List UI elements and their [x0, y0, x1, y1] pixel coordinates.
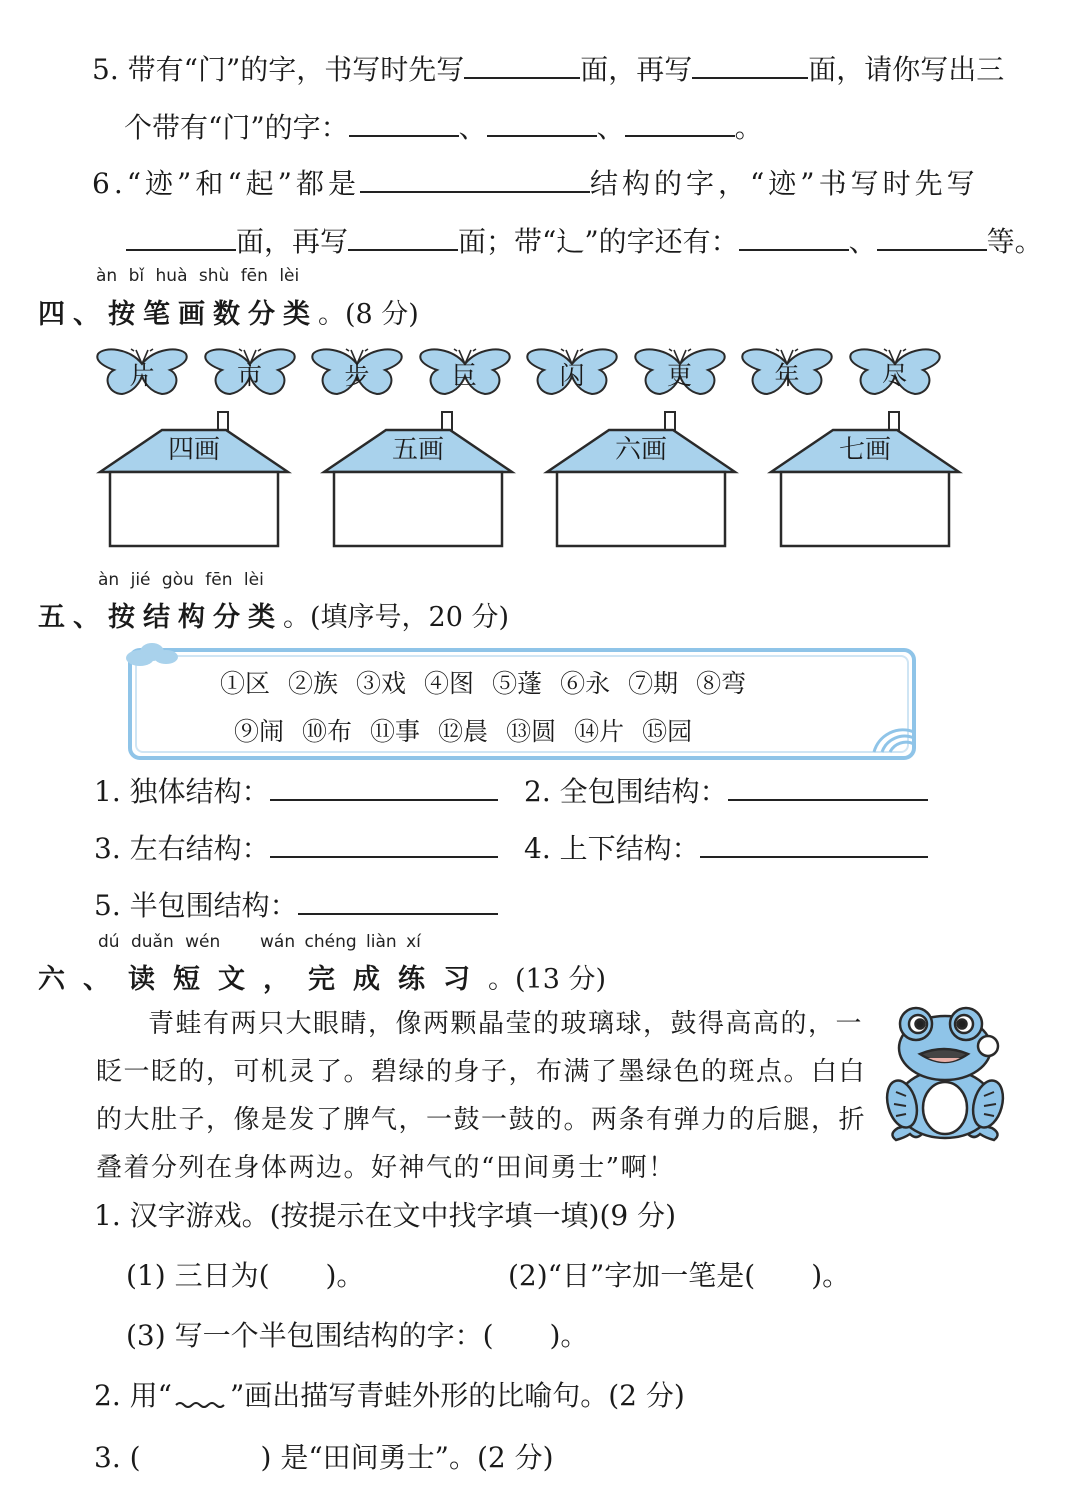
q5-blank-5[interactable] [625, 109, 735, 137]
butterfly-char: 市 [236, 361, 262, 390]
q5-text-1: 带有“门”的字，书写时先写 [127, 53, 465, 86]
section6-pinyin-2: wán chéng liàn xí [260, 932, 421, 952]
q5-number: 5. [92, 53, 119, 86]
q6-blank-5[interactable] [877, 223, 987, 251]
q5-blank-1[interactable] [464, 51, 580, 79]
butterfly-char: 巨 [451, 361, 477, 390]
q5-sep-2: 、 [596, 111, 625, 144]
section6-pinyin-1: dú duǎn wén [98, 932, 221, 952]
reading-q1-2[interactable]: (2)“日”字加一笔是( )。 [508, 1259, 851, 1292]
char-item: ⑬圆 [506, 717, 557, 746]
structure-q5-blank[interactable] [298, 887, 498, 915]
q6-sep: 、 [848, 225, 877, 258]
char-item: ③戏 [356, 669, 407, 698]
structure-q2-blank[interactable] [728, 773, 928, 801]
house-box[interactable] [767, 410, 963, 550]
section6-points: 。(13 分) [488, 964, 607, 995]
char-list-row-2 [234, 712, 710, 748]
q5-blank-2[interactable] [692, 51, 808, 79]
reading-passage [96, 1000, 866, 1192]
section5-title [38, 595, 509, 634]
reading-q2 [94, 1374, 685, 1414]
butterfly-char: 更 [666, 361, 692, 390]
q6-text-4: 面；带“辶”的字还有： [458, 225, 739, 258]
q6-line2 [126, 220, 1043, 260]
section4-title-text: 四、按笔画数分类 [38, 299, 318, 330]
q6-line1 [92, 162, 979, 202]
char-list-row-1 [220, 664, 764, 700]
q6-blank-1[interactable] [360, 165, 590, 193]
q5-text-2: 面，再写 [580, 53, 693, 86]
structure-q1 [94, 770, 498, 810]
q5-line2 [124, 106, 763, 146]
q5-line1 [92, 48, 1004, 88]
butterfly-card [847, 342, 943, 404]
structure-q2-label: 2. 全包围结构： [524, 775, 728, 808]
char-item: ②族 [288, 669, 339, 698]
q6-text-2: 结构的字，“迹”书写时先写 [589, 167, 979, 200]
reading-q2-text-b: ”画出描写青蛙外形的比喻句。(2 分) [229, 1379, 685, 1412]
section6-title [38, 957, 606, 996]
char-item: ⑩布 [302, 717, 353, 746]
house-box[interactable] [320, 410, 516, 550]
structure-q4-blank[interactable] [700, 830, 928, 858]
structure-q1-blank[interactable] [270, 773, 498, 801]
q5-blank-3[interactable] [349, 109, 459, 137]
char-item: ⑥永 [560, 669, 611, 698]
section4-pinyin: àn bǐ huà shù fēn lèi [96, 266, 300, 286]
house-label: 四画 [167, 435, 220, 465]
reading-q2-text-a: 2. 用“ [94, 1379, 172, 1412]
structure-q3-blank[interactable] [270, 830, 498, 858]
butterfly-char: 片 [129, 361, 155, 390]
reading-q1: 1. 汉字游戏。(按提示在文中找字填一填)(9 分) [94, 1199, 677, 1232]
butterfly-card [417, 342, 513, 404]
q5-text-4: 个带有“门”的字： [124, 111, 349, 144]
structure-q4-label: 4. 上下结构： [524, 832, 700, 865]
char-item: ⑧弯 [696, 669, 747, 698]
house-label: 五画 [391, 435, 444, 465]
q5-sep-1: 、 [458, 111, 487, 144]
section5-title-text: 五、按结构分类 [38, 602, 283, 633]
section5-pinyin: àn jié gòu fēn lèi [98, 570, 264, 590]
butterfly-char: 闪 [559, 361, 585, 390]
structure-q4 [524, 827, 928, 867]
section4-points: 。(8 分) [318, 299, 419, 330]
passage-text: 青蛙有两只大眼睛，像两颗晶莹的玻璃球，鼓得高高的，一眨一眨的，可机灵了。碧绿的身子，布满了墨绿色的斑点。白白的大肚子，像是发了脾气，一鼓一鼓的。两条有弹力的后腿，折叠着分列在身体两边。好神气的“田间勇士”啊！ [96, 1009, 867, 1183]
butterfly-card [94, 342, 190, 404]
reading-q3 [94, 1436, 554, 1476]
structure-q3-label: 3. 左右结构： [94, 832, 270, 865]
wavy-line-icon [172, 1383, 230, 1413]
section5-points: 。(填序号，20 分) [283, 602, 510, 633]
section6-title-text: 六、读短文，完成练习 [38, 964, 488, 995]
char-item: ⑫晨 [438, 717, 489, 746]
q6-text-3: 面，再写 [236, 225, 349, 258]
butterfly-card [739, 342, 835, 404]
char-item: ⑪事 [370, 717, 421, 746]
frog-illustration [880, 1000, 1010, 1150]
reading-q3-text-b: ) 是“田间勇士”。(2 分) [260, 1441, 554, 1474]
structure-q5-label: 5. 半包围结构： [94, 889, 298, 922]
structure-q2 [524, 770, 928, 810]
structure-q1-label: 1. 独体结构： [94, 775, 270, 808]
q6-blank-3[interactable] [348, 223, 458, 251]
char-item: ⑨闹 [234, 717, 285, 746]
house-label: 七画 [838, 435, 891, 465]
butterfly-char: 尽 [881, 361, 907, 390]
q5-end: 。 [734, 111, 763, 144]
char-item: ⑮园 [642, 717, 693, 746]
q5-text-3: 面，请你写出三 [808, 53, 1005, 86]
structure-q3 [94, 827, 498, 867]
structure-q5 [94, 884, 498, 924]
house-label: 六画 [614, 435, 667, 465]
q6-blank-2[interactable] [126, 223, 236, 251]
house-box[interactable] [96, 410, 292, 550]
butterfly-card [524, 342, 620, 404]
section4-title [38, 292, 419, 331]
reading-q1-1[interactable]: (1) 三日为( )。 [126, 1259, 365, 1292]
butterfly-char: 年 [774, 361, 800, 390]
q5-blank-4[interactable] [487, 109, 597, 137]
reading-q3-text-a: 3. ( [94, 1441, 141, 1474]
q6-text-1: “迹”和“起”都是 [126, 167, 360, 200]
char-item: ⑭片 [574, 717, 625, 746]
butterfly-char: 步 [344, 361, 370, 390]
butterfly-card [309, 342, 405, 404]
char-item: ①区 [220, 669, 271, 698]
reading-q1-3[interactable]: (3) 写一个半包围结构的字：( )。 [126, 1319, 589, 1352]
char-item: ⑦期 [628, 669, 679, 698]
house-box[interactable] [543, 410, 739, 550]
char-item: ④图 [424, 669, 475, 698]
char-item: ⑤蓬 [492, 669, 543, 698]
q6-number: 6. [92, 167, 127, 200]
butterfly-card [202, 342, 298, 404]
butterfly-card [632, 342, 728, 404]
q6-blank-4[interactable] [739, 223, 849, 251]
q6-end: 等。 [986, 225, 1043, 258]
